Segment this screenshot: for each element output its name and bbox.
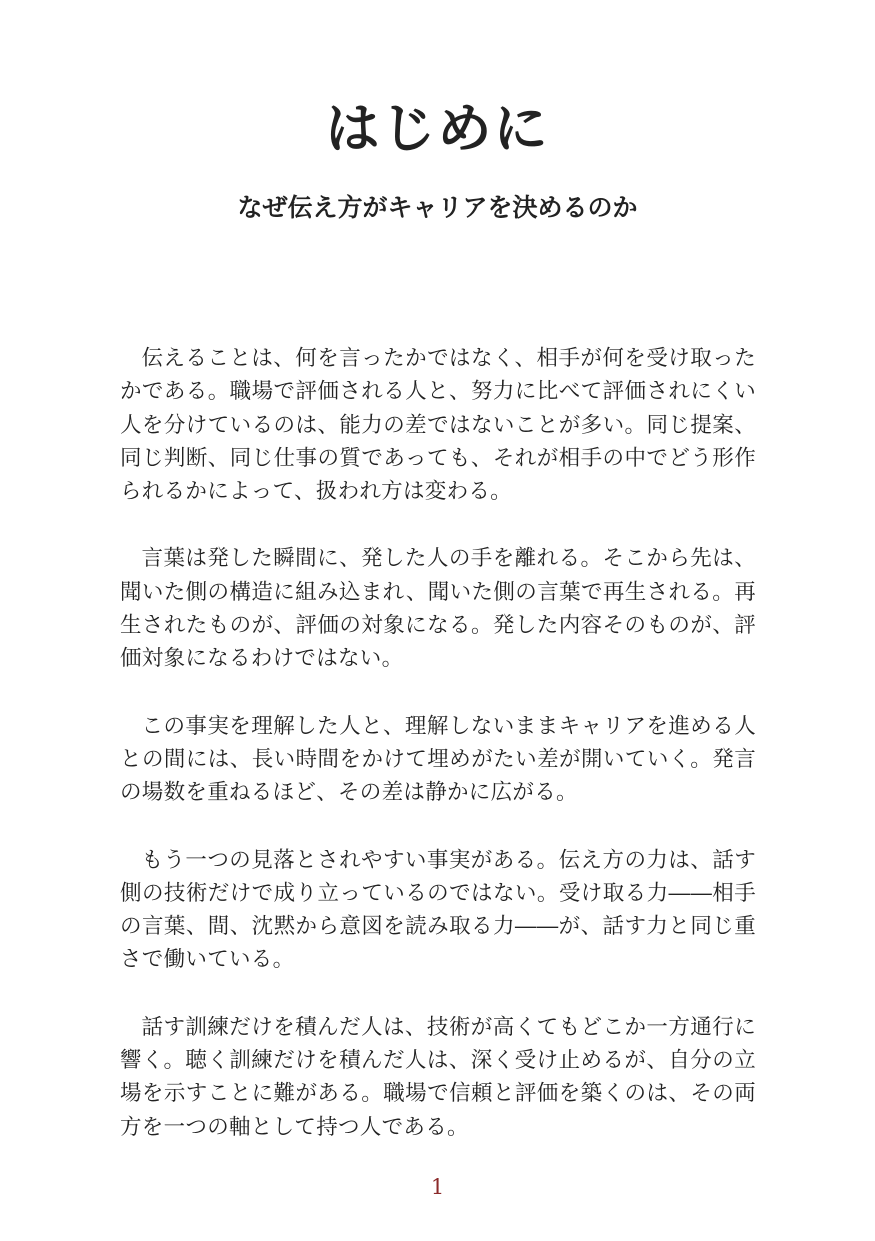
chapter-title: はじめに <box>325 96 550 160</box>
paragraph-4: もう一つの見落とされやすい事実がある。伝え方の力は、話す側の技術だけで成り立っているのではない。受け取る力――相手の言葉、間、沈黙から意図を読み取る力――が、話す力と同じ重さで働いている。 <box>120 847 756 973</box>
paragraph-5: 話す訓練だけを積んだ人は、技術が高くてもどこか一方通行に響く。聴く訓練だけを積んだ人は、深く受け止めるが、自分の立場を示すことに難がある。職場で信頼と評価を築くのは、その両方を一つの軸として持つ人である。 <box>120 1014 756 1140</box>
chapter-subtitle: なぜ伝え方がキャリアを決めるのか <box>237 193 638 222</box>
paragraph-3: この事実を理解した人と、理解しないままキャリアを進める人との間には、長い時間をかけて埋めがたい差が開いていく。発言の場数を重ねるほど、その差は静かに広がる。 <box>120 713 756 806</box>
paragraph-1: 伝えることは、何を言ったかではなく、相手が何を受け取ったかである。職場で評価される人と、努力に比べて評価されにくい人を分けているのは、能力の差ではないことが多い。同じ提案、同じ判断、同じ仕事の質であっても、それが相手の中でどう形作られるかによって、扱われ方は変わる。 <box>120 346 756 505</box>
page-number: 1 <box>430 1175 445 1199</box>
paragraph-2: 言葉は発した瞬間に、発した人の手を離れる。そこから先は、聞いた側の構造に組み込まれ、聞いた側の言葉で再生される。再生されたものが、評価の対象になる。発した内容そのものが、評価対象になるわけではない。 <box>120 546 756 672</box>
body-text <box>120 342 756 1178</box>
